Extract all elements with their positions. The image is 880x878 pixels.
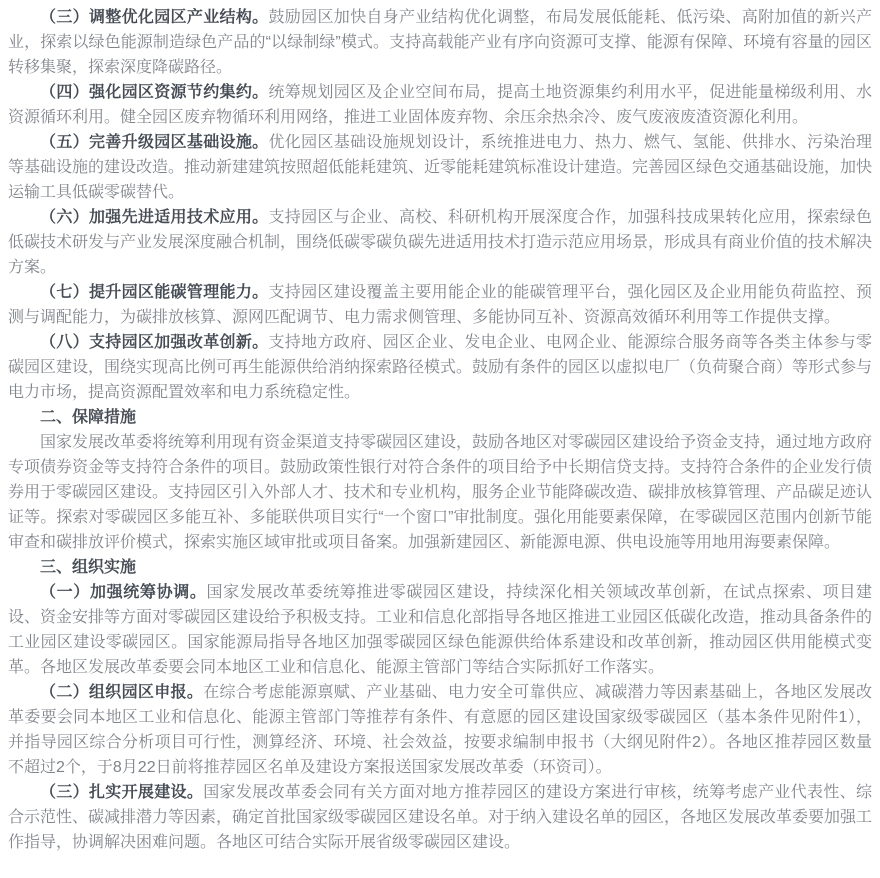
section-heading-label: 二、保障措施 <box>40 409 137 426</box>
paragraph <box>8 780 872 855</box>
paragraph-body: 在综合考虑能源禀赋、产业基础、电力安全可靠供应、减碳潜力等因素基础上，各地区发展改革委要会同本地区工业和信息化、能源主管部门等推荐有条件、有意愿的园区建设国家级零碳园区（基本条件见附件1），并指导园区综合分析项目可行性，测算经济、环境、社会效益，按要求编制申报书（大纲见附件2）。各地区推荐园区数量不超过2个，于8月22日前将推荐园区名单及建设方案报送国家发展改革委（环资司）。 <box>8 684 872 776</box>
paragraph-lead: （一）加强统筹协调。 <box>40 584 207 601</box>
paragraph <box>8 430 872 555</box>
section-heading <box>8 555 872 580</box>
paragraph-lead: （三）扎实开展建设。 <box>40 784 204 801</box>
paragraph-body: 国家发展改革委将统筹利用现有资金渠道支持零碳园区建设，鼓励各地区对零碳园区建设给予资金支持，通过地方政府专项债券资金等支持符合条件的项目。鼓励政策性银行对符合条件的项目给予中长期信贷支持。支持符合条件的企业发行债券用于零碳园区建设。支持园区引入外部人才、技术和专业机构，服务企业节能降碳改造、碳排放核算管理、产品碳足迹认证等。探索对零碳园区多能互补、多能联供项目实行“一个窗口”审批制度。强化用能要素保障，在零碳园区范围内创新节能审查和碳排放评价模式，探索实施区域审批或项目备案。加强新建园区、新能源电源、供电设施等用地用海要素保障。 <box>8 434 873 551</box>
paragraph-body: 国家发展改革委会同有关方面对地方推荐园区的建设方案进行审核，统筹考虑产业代表性、综合示范性、碳减排潜力等因素，确定首批国家级零碳园区建设名单。对于纳入建设名单的园区，各地区发展改革委要加强工作指导，协调解决困难问题。各地区可结合实际开展省级零碳园区建设。 <box>8 784 873 851</box>
paragraph-lead: （六）加强先进适用技术应用。 <box>40 209 269 226</box>
section-heading-label: 三、组织实施 <box>40 559 137 576</box>
paragraph <box>8 680 872 780</box>
paragraph-body: 支持地方政府、园区企业、发电企业、电网企业、能源综合服务商等各类主体参与零碳园区建设，围绕实现高比例可再生能源供给消纳探索路径模式。鼓励有条件的园区以虚拟电厂（负荷聚合商）等形式参与电力市场，提高资源配置效率和电力系统稳定性。 <box>8 334 873 401</box>
paragraph-body: 支持园区与企业、高校、科研机构开展深度合作，加强科技成果转化应用，探索绿色低碳技术研发与产业发展深度融合机制，围绕低碳零碳负碳先进适用技术打造示范应用场景，形成具有商业价值的技术解决方案。 <box>8 209 873 276</box>
paragraph-lead: （八）支持园区加强改革创新。 <box>40 334 269 351</box>
section-heading <box>8 405 872 430</box>
paragraph <box>8 580 872 680</box>
paragraph-lead: （二）组织园区申报。 <box>40 684 204 701</box>
paragraph-body: 鼓励园区加快自身产业结构优化调整，布局发展低能耗、低污染、高附加值的新兴产业，探索以绿色能源制造绿色产品的“以绿制绿”模式。支持高载能产业有序向资源可支撑、能源有保障、环境有容量的园区转移集聚，探索深度降碳路径。 <box>8 9 872 76</box>
paragraph-lead: （七）提升园区能碳管理能力。 <box>40 284 269 301</box>
paragraph <box>8 80 872 130</box>
paragraph-body: 支持园区建设覆盖主要用能企业的能碳管理平台，强化园区及企业用能负荷监控、预测与调配能力，为碳排放核算、源网匹配调节、电力需求侧管理、多能协同互补、资源高效循环利用等工作提供支撑。 <box>8 284 872 326</box>
paragraph <box>8 280 872 330</box>
paragraph <box>8 330 872 405</box>
paragraph-body: 国家发展改革委统筹推进零碳园区建设，持续深化相关领域改革创新，在试点探索、项目建设、资金安排等方面对零碳园区建设给予积极支持。工业和信息化部指导各地区推进工业园区低碳化改造，推动具备条件的工业园区建设零碳园区。国家能源局指导各地区加强零碳园区绿色能源供给体系建设和改革创新，推动园区供用能模式变革。各地区发展改革委要会同本地区工业和信息化、能源主管部门等结合实际抓好工作落实。 <box>8 584 873 676</box>
document-paragraphs <box>8 5 872 855</box>
paragraph <box>8 205 872 280</box>
paragraph-body: 统筹规划园区及企业空间布局，提高土地资源集约利用水平，促进能量梯级利用、水资源循环利用。健全园区废弃物循环利用网络，推进工业固体废弃物、余压余热余冷、废气废液废渣资源化利用。 <box>8 84 872 126</box>
paragraph-lead: （四）强化园区资源节约集约。 <box>40 84 269 101</box>
paragraph-body: 优化园区基础设施规划设计，系统推进电力、热力、燃气、氢能、供排水、污染治理等基础设施的建设改造。推动新建建筑按照超低能耗建筑、近零能耗建筑标准设计建造。完善园区绿色交通基础设施，加快运输工具低碳零碳替代。 <box>8 134 873 201</box>
paragraph <box>8 130 872 205</box>
paragraph <box>8 5 872 80</box>
paragraph-lead: （三）调整优化园区产业结构。 <box>40 9 269 26</box>
paragraph-lead: （五）完善升级园区基础设施。 <box>40 134 269 151</box>
